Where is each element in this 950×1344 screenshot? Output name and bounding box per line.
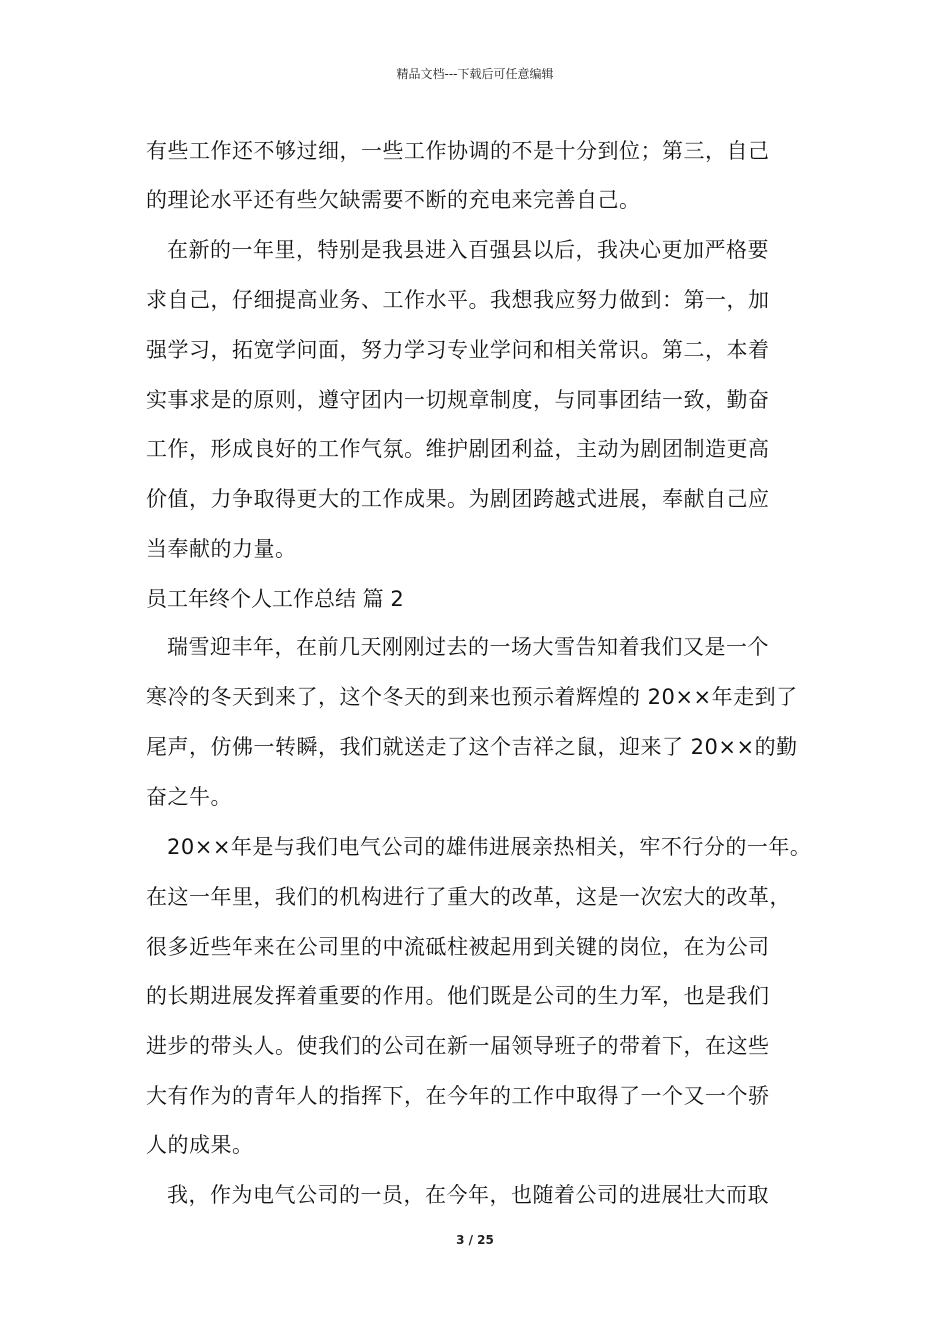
text-line: 很多近些年来在公司里的中流砥柱被起用到关键的岗位，在为公司 bbox=[146, 935, 770, 959]
text-line: 价值，力争取得更大的工作成果。为剧团跨越式进展，奉献自己应 bbox=[146, 487, 770, 511]
text-line: 我，作为电气公司的一员，在今年，也随着公司的进展壮大而取 bbox=[167, 1183, 769, 1207]
text-line: 尾声，仿佛一转瞬，我们就送走了这个吉祥之鼠，迎来了 20××的勤 bbox=[146, 735, 798, 759]
text-line: 人的成果。 bbox=[146, 1133, 254, 1157]
text-line: 实事求是的原则，遵守团内一切规章制度，与同事团结一致，勤奋 bbox=[146, 388, 770, 412]
text-line: 当奉献的力量。 bbox=[146, 537, 297, 561]
text-line: 的长期进展发挥着重要的作用。他们既是公司的生力军，也是我们 bbox=[146, 984, 770, 1008]
text-line: 大有作为的青年人的指挥下，在今年的工作中取得了一个又一个骄 bbox=[146, 1084, 770, 1108]
section-heading: 员工年终个人工作总结 篇 2 bbox=[146, 587, 404, 611]
text-line: 在这一年里，我们的机构进行了重大的改革，这是一次宏大的改革， bbox=[146, 885, 791, 909]
text-line: 奋之牛。 bbox=[146, 785, 232, 809]
page-header: 精品文档---下载后可任意编辑 bbox=[396, 67, 554, 81]
page-number: 3 / 25 bbox=[456, 1233, 494, 1247]
text-line: 20××年是与我们电气公司的雄伟进展亲热相关，牢不行分的一年。 bbox=[167, 835, 812, 859]
text-line: 寒冷的冬天到来了，这个冬天的到来也预示着辉煌的 20××年走到了 bbox=[146, 685, 798, 709]
text-line: 强学习，拓宽学问面，努力学习专业学问和相关常识。第二，本着 bbox=[146, 338, 770, 362]
text-line: 工作，形成良好的工作气氛。维护剧团利益，主动为剧团制造更高 bbox=[146, 437, 770, 461]
text-line: 求自己，仔细提高业务、工作水平。我想我应努力做到：第一，加 bbox=[146, 288, 770, 312]
text-line: 在新的一年里，特别是我县进入百强县以后，我决心更加严格要 bbox=[167, 238, 769, 262]
text-line: 有些工作还不够过细，一些工作协调的不是十分到位；第三，自己 bbox=[146, 139, 770, 163]
text-line: 的理论水平还有些欠缺需要不断的充电来完善自己。 bbox=[146, 188, 641, 212]
text-line: 进步的带头人。使我们的公司在新一届领导班子的带着下，在这些 bbox=[146, 1034, 770, 1058]
text-line: 瑞雪迎丰年，在前几天刚刚过去的一场大雪告知着我们又是一个 bbox=[167, 635, 769, 659]
